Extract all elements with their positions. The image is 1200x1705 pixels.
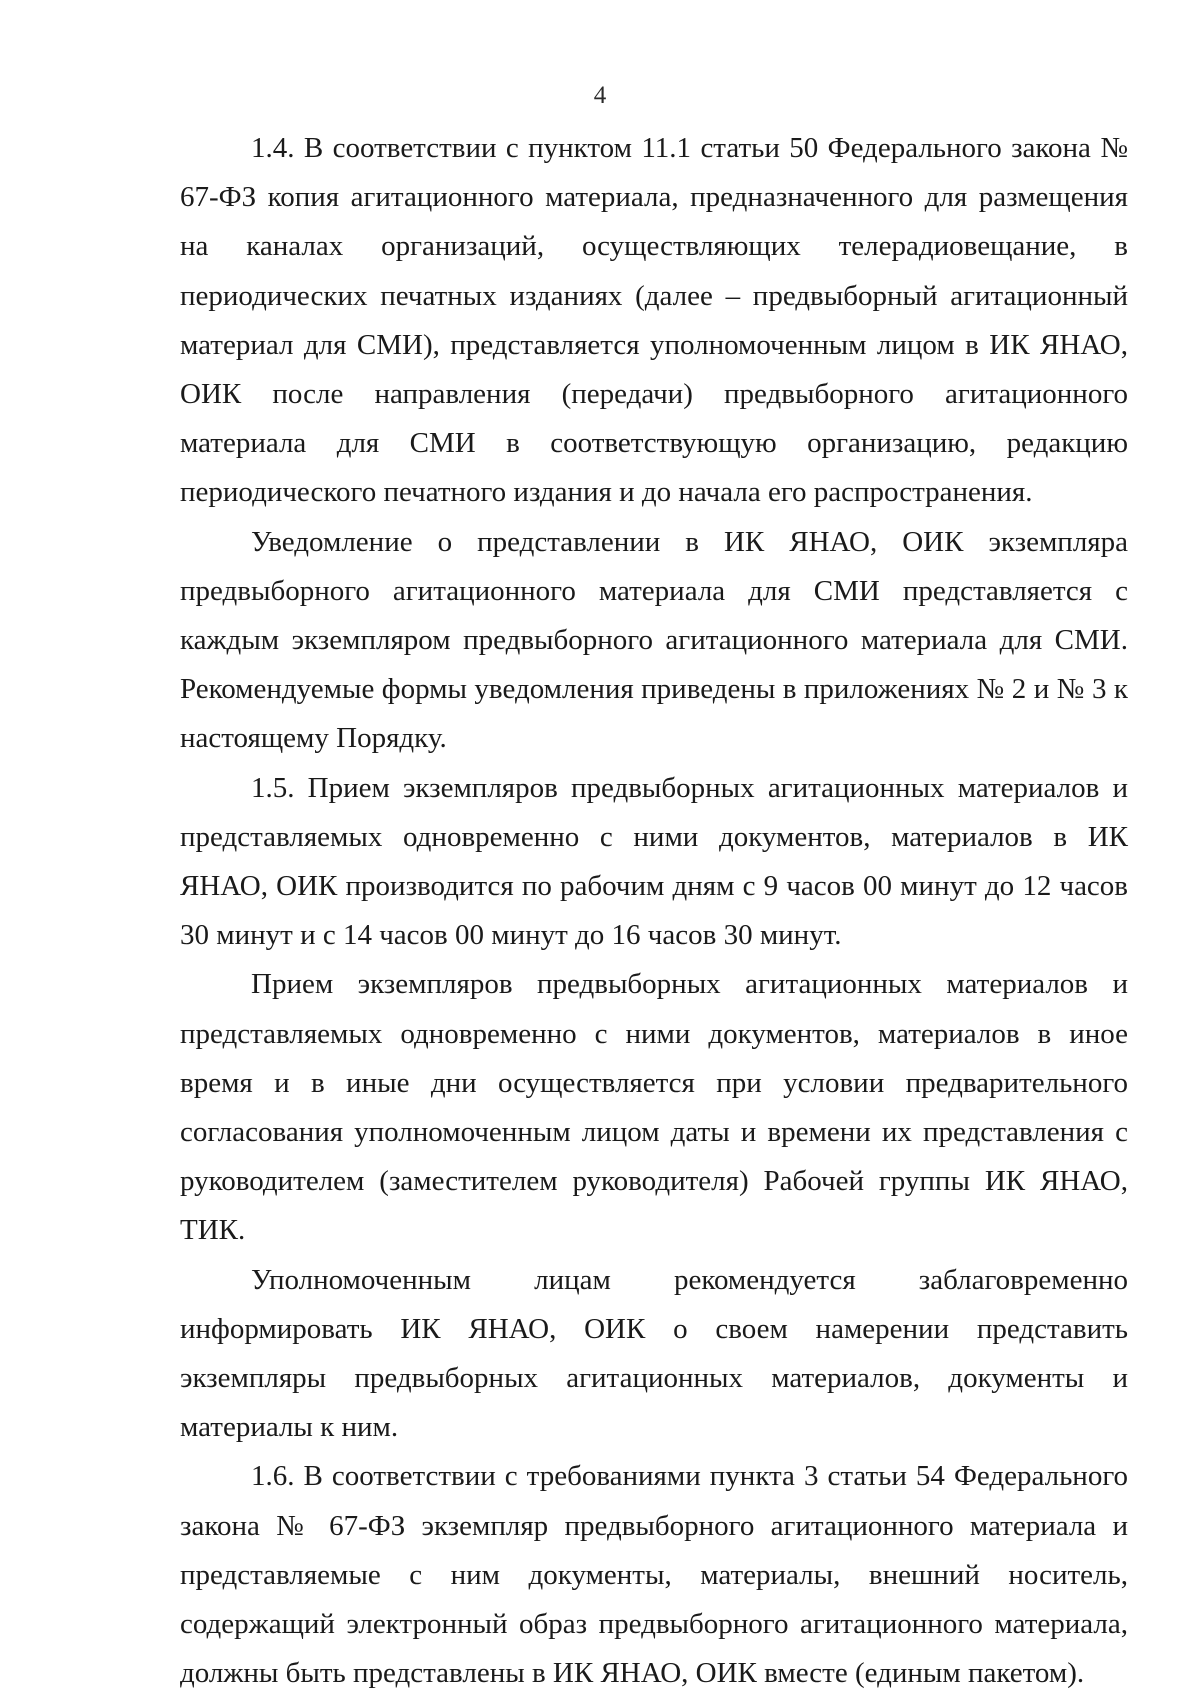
paragraph-notification: Уведомление о представлении в ИК ЯНАО, ОИК экземпляра предвыборного агитационного материала для СМИ представляется с каждым экземпляром предвыборного агитационного материала для СМИ. Рекомендуемые формы уведомления приведены в приложениях № 2 и № 3 к настоящему Порядку.: [180, 525, 1128, 755]
page-number: 4: [593, 82, 607, 109]
paragraph-1-4: 1.4. В соответствии с пунктом 11.1 статьи 50 Федерального закона № 67-ФЗ копия агитационного материала, предназначенного для размещения на каналах организаций, осуществляющих телерадиовещание, в периодических печатных изданиях (далее – предвыборный агитационный материал для СМИ), представляется уполномоченным лицом в ИК ЯНАО, ОИК после направления (передачи) предвыборного агитационного материала для СМИ в соответствующую организацию, редакцию периодического печатного издания и до начала его распространения.: [180, 132, 1128, 509]
paragraph-1-6: 1.6. В соответствии с требованиями пункта 3 статьи 54 Федерального закона № 67-ФЗ экземпляр предвыборного агитационного материала и представляемые с ним документы, материалы, внешний носитель, содержащий электронный образ предвыборного агитационного материала, должны быть представлены в ИК ЯНАО, ОИК вместе (единым пакетом).: [180, 1460, 1128, 1690]
paragraph-1-5: 1.5. Прием экземпляров предвыборных агитационных материалов и представляемых одновременно с ними документов, материалов в ИК ЯНАО, ОИК производится по рабочим дням с 9 часов 00 минут до 12 часов 30 минут и с 14 часов 00 минут до 16 часов 30 минут.: [180, 771, 1128, 952]
paragraph-recommendation: Уполномоченным лицам рекомендуется заблаговременно информировать ИК ЯНАО, ОИК о своем намерении представить экземпляры предвыборных агитационных материалов, документы и материалы к ним.: [180, 1263, 1128, 1444]
document-body: [180, 124, 1128, 1699]
paragraph-reception-other-time: Прием экземпляров предвыборных агитационных материалов и представляемых одновременно с ними документов, материалов в иное время и в иные дни осуществляется при условии предварительного согласования уполномоченным лицом даты и времени их представления с руководителем (заместителем руководителя) Рабочей группы ИК ЯНАО, ТИК.: [180, 968, 1128, 1247]
